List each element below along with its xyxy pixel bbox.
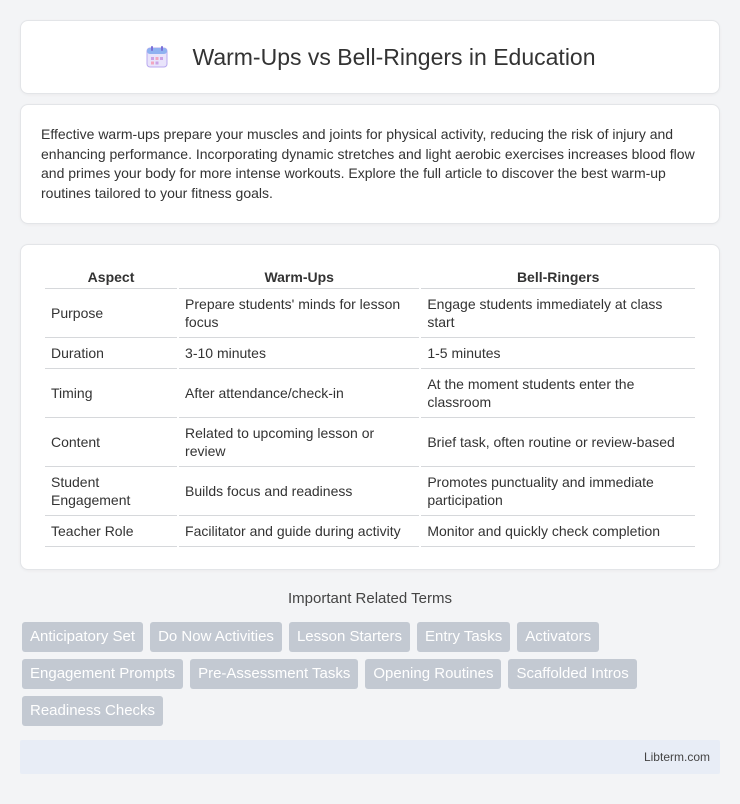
- table-cell: 1-5 minutes: [421, 338, 695, 369]
- table-row: [45, 516, 695, 547]
- table-cell: Purpose: [45, 289, 177, 338]
- table-cell: Brief task, often routine or review-based: [421, 418, 695, 467]
- table-cell: Content: [45, 418, 177, 467]
- column-header: Aspect: [45, 265, 177, 289]
- term-tag[interactable]: Engagement Prompts: [22, 659, 183, 689]
- comparison-table: [43, 265, 697, 547]
- table-cell: Prepare students' minds for lesson focus: [179, 289, 419, 338]
- table-row: [45, 467, 695, 516]
- table-cell: Duration: [45, 338, 177, 369]
- table-cell: Timing: [45, 369, 177, 418]
- page-title: Warm-Ups vs Bell-Ringers in Education: [192, 43, 596, 70]
- table-cell: After attendance/check-in: [179, 369, 419, 418]
- calendar-icon: [144, 44, 170, 70]
- table-cell: Builds focus and readiness: [179, 467, 419, 516]
- footer: [20, 740, 720, 774]
- table-cell: Monitor and quickly check completion: [421, 516, 695, 547]
- footer-site-link[interactable]: Libterm.com: [643, 750, 710, 764]
- table-row: [45, 418, 695, 467]
- table-cell: At the moment students enter the classroom: [421, 369, 695, 418]
- column-header: Warm-Ups: [179, 265, 419, 289]
- table-row: [45, 338, 695, 369]
- table-row: [45, 369, 695, 418]
- table-header-row: [45, 265, 695, 289]
- term-tag[interactable]: Activators: [517, 622, 599, 652]
- header-card: [20, 20, 720, 94]
- term-tag[interactable]: Anticipatory Set: [22, 622, 143, 652]
- term-tag[interactable]: Pre-Assessment Tasks: [190, 659, 358, 689]
- term-tag[interactable]: Readiness Checks: [22, 696, 163, 726]
- term-tag[interactable]: Do Now Activities: [150, 622, 282, 652]
- term-tag[interactable]: Scaffolded Intros: [508, 659, 636, 689]
- table-cell: Facilitator and guide during activity: [179, 516, 419, 547]
- table-cell: 3-10 minutes: [179, 338, 419, 369]
- term-tag[interactable]: Opening Routines: [365, 659, 501, 689]
- term-tag[interactable]: Entry Tasks: [417, 622, 510, 652]
- table-cell: Teacher Role: [45, 516, 177, 547]
- table-cell: Engage students immediately at class start: [421, 289, 695, 338]
- table-cell: Related to upcoming lesson or review: [179, 418, 419, 467]
- table-row: [45, 289, 695, 338]
- column-header: Bell-Ringers: [421, 265, 695, 289]
- table-cell: Promotes punctuality and immediate participation: [421, 467, 695, 516]
- comparison-table-card: [20, 244, 720, 570]
- related-terms-list: [22, 622, 722, 726]
- term-tag[interactable]: Lesson Starters: [289, 622, 410, 652]
- intro-card: [20, 104, 720, 224]
- intro-text: Effective warm-ups prepare your muscles and joints for physical activity, reducing the risk of injury and enhancing performance. Incorporating dynamic stretches and light aerobic exercises increases blood flow and primes your body for more intense workouts. Explore the full article to discover the best warm-up routines tailored to your fitness goals.: [41, 126, 695, 201]
- related-terms-title: Important Related Terms: [288, 590, 452, 607]
- table-cell: Student Engagement: [45, 467, 177, 516]
